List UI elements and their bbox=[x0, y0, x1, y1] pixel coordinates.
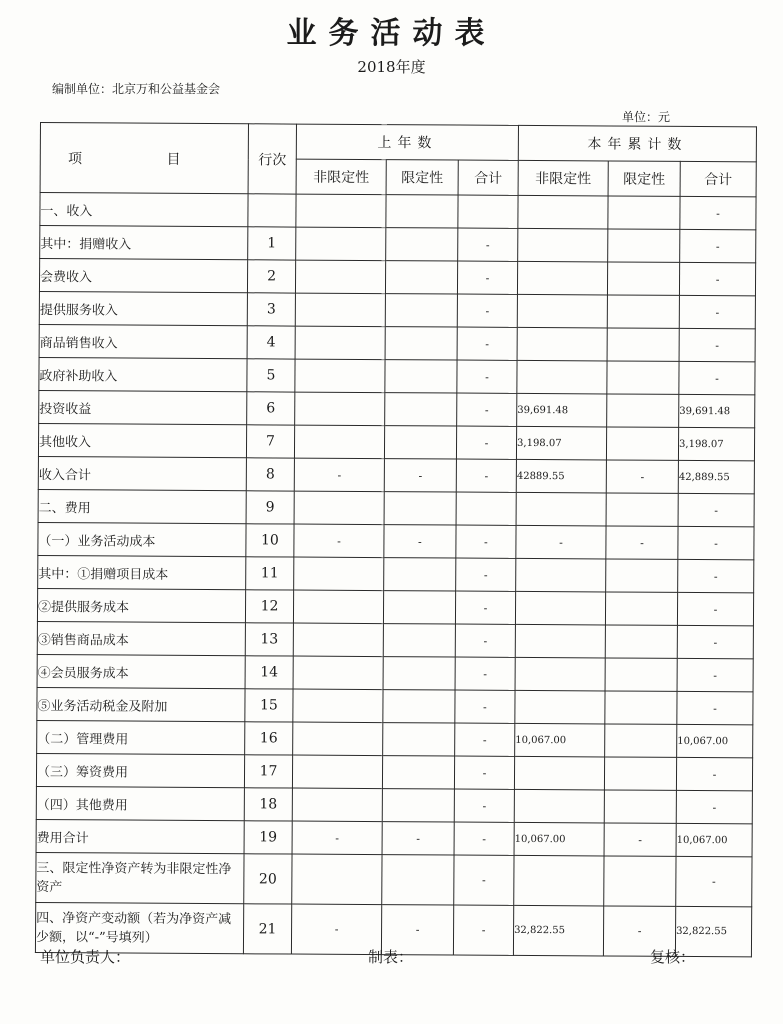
column-header-current-total: 合计 bbox=[680, 161, 756, 196]
row-line-number: 12 bbox=[245, 590, 293, 623]
cell-prior-total: - bbox=[457, 261, 517, 294]
row-item-name: ④会员服务成本 bbox=[37, 654, 245, 688]
table-row bbox=[38, 489, 754, 526]
row-line-number: 21 bbox=[243, 904, 291, 954]
cell-current-total: 39,691.48 bbox=[679, 394, 755, 427]
column-header-prior-year: 上年数 bbox=[296, 124, 518, 160]
row-item-name: 商品销售收入 bbox=[39, 324, 247, 358]
row-line-number: 7 bbox=[246, 425, 294, 458]
cell-prior-restricted: - bbox=[384, 525, 456, 558]
cell-current-total: - bbox=[680, 196, 756, 229]
cell-current-total: - bbox=[677, 625, 753, 658]
cell-prior-unrestricted: - bbox=[294, 458, 384, 492]
cell-current-total: - bbox=[677, 592, 753, 625]
cell-current-unrestricted: 39,691.48 bbox=[517, 393, 607, 427]
row-line-number: 2 bbox=[247, 260, 295, 293]
cell-current-restricted bbox=[607, 328, 679, 361]
cell-current-total: - bbox=[679, 361, 755, 394]
cell-prior-restricted: - bbox=[384, 459, 456, 492]
column-header-prior-total: 合计 bbox=[458, 160, 518, 195]
row-item-name: 二、费用 bbox=[38, 489, 246, 523]
row-item-name: 四、净资产变动额（若为净资产减少额，以“-”号填列） bbox=[35, 902, 243, 953]
cell-prior-unrestricted bbox=[294, 557, 384, 591]
table-row bbox=[37, 687, 753, 724]
row-line-number bbox=[248, 194, 296, 227]
cell-current-total: - bbox=[677, 658, 753, 691]
cell-prior-total: - bbox=[457, 393, 517, 426]
cell-current-restricted bbox=[607, 394, 679, 427]
cell-current-restricted bbox=[608, 229, 680, 262]
cell-prior-unrestricted: - bbox=[291, 904, 381, 955]
cell-prior-unrestricted bbox=[294, 425, 384, 459]
cell-current-restricted: - bbox=[606, 526, 678, 559]
cell-prior-restricted bbox=[383, 723, 455, 756]
cell-prior-restricted bbox=[385, 393, 457, 426]
row-item-name: 一、收入 bbox=[40, 193, 248, 227]
row-line-number: 17 bbox=[244, 755, 292, 788]
cell-prior-restricted bbox=[386, 228, 458, 261]
cell-current-unrestricted bbox=[518, 228, 608, 262]
cell-prior-unrestricted bbox=[293, 623, 383, 657]
row-item-name: 投资收益 bbox=[39, 390, 247, 424]
column-header-line: 行次 bbox=[248, 124, 296, 194]
cell-prior-restricted bbox=[385, 261, 457, 294]
cell-prior-unrestricted bbox=[295, 293, 385, 327]
cell-prior-unrestricted bbox=[292, 854, 382, 905]
cell-current-total: - bbox=[679, 295, 755, 328]
row-line-number: 16 bbox=[245, 722, 293, 755]
cell-current-total: - bbox=[676, 757, 752, 790]
cell-current-total: - bbox=[678, 559, 754, 592]
cell-prior-total: - bbox=[454, 756, 514, 789]
row-item-name: ⑤业务活动税金及附加 bbox=[37, 687, 245, 721]
cell-current-unrestricted bbox=[517, 261, 607, 295]
cell-prior-restricted bbox=[383, 591, 455, 624]
cell-current-total: 3,198.07 bbox=[678, 427, 754, 460]
cell-current-unrestricted bbox=[517, 294, 607, 328]
row-item-name: （三）筹资费用 bbox=[36, 753, 244, 787]
row-item-name: 其中：捐赠收入 bbox=[40, 226, 248, 260]
cell-current-total: - bbox=[676, 856, 752, 906]
cell-current-restricted bbox=[606, 559, 678, 592]
row-line-number: 5 bbox=[247, 359, 295, 392]
row-line-number: 6 bbox=[247, 392, 295, 425]
column-header-current-restricted: 限定性 bbox=[608, 161, 680, 196]
table-row bbox=[38, 555, 754, 592]
cell-prior-total bbox=[456, 492, 516, 525]
cell-current-unrestricted: 42889.55 bbox=[516, 459, 606, 493]
prepared-by-label: 制表： bbox=[368, 948, 414, 966]
cell-prior-unrestricted bbox=[295, 326, 385, 360]
cell-prior-total: - bbox=[454, 822, 514, 855]
cell-prior-total: - bbox=[455, 591, 515, 624]
table-row bbox=[39, 324, 755, 361]
cell-prior-restricted bbox=[385, 294, 457, 327]
table-row bbox=[36, 852, 752, 906]
cell-current-total: - bbox=[679, 262, 755, 295]
cell-current-unrestricted bbox=[516, 558, 606, 592]
cell-prior-total: - bbox=[455, 723, 515, 756]
cell-current-total: - bbox=[680, 229, 756, 262]
cell-current-total: 42,889.55 bbox=[678, 460, 754, 493]
cell-prior-total: - bbox=[456, 558, 516, 591]
table-row bbox=[38, 423, 754, 460]
cell-prior-total: - bbox=[455, 657, 515, 690]
cell-current-total: 10,067.00 bbox=[677, 724, 753, 757]
row-item-name: （一）业务活动成本 bbox=[38, 522, 246, 556]
cell-prior-unrestricted bbox=[293, 590, 383, 624]
cell-prior-total: - bbox=[454, 789, 514, 822]
row-item-name: 其中：①捐赠项目成本 bbox=[38, 555, 246, 589]
cell-prior-unrestricted bbox=[292, 755, 382, 789]
row-line-number: 8 bbox=[246, 458, 294, 491]
cell-prior-total: - bbox=[457, 294, 517, 327]
cell-current-restricted bbox=[606, 493, 678, 526]
row-item-name: （四）其他费用 bbox=[36, 786, 244, 820]
cell-current-restricted bbox=[605, 724, 677, 757]
cell-current-unrestricted bbox=[518, 195, 608, 229]
row-item-name: （二）管理费用 bbox=[37, 720, 245, 754]
cell-prior-restricted bbox=[383, 690, 455, 723]
cell-prior-restricted bbox=[384, 492, 456, 525]
cell-current-restricted bbox=[605, 592, 677, 625]
table-row bbox=[36, 819, 752, 856]
cell-current-total: - bbox=[678, 493, 754, 526]
row-item-name: ③销售商品成本 bbox=[37, 621, 245, 655]
cell-current-restricted bbox=[605, 625, 677, 658]
column-header-current-unrestricted: 非限定性 bbox=[518, 160, 608, 196]
cell-current-total: - bbox=[676, 790, 752, 823]
row-line-number: 1 bbox=[248, 227, 296, 260]
cell-prior-total bbox=[458, 195, 518, 228]
table-row bbox=[37, 621, 753, 658]
reviewed-by-label: 复核： bbox=[650, 948, 696, 966]
unit-label: 单位：元 bbox=[622, 110, 671, 124]
row-line-number: 15 bbox=[245, 689, 293, 722]
cell-prior-restricted: - bbox=[382, 822, 454, 855]
cell-current-unrestricted: 3,198.07 bbox=[516, 426, 606, 460]
cell-current-unrestricted bbox=[516, 492, 606, 526]
table-row bbox=[39, 259, 755, 296]
table-row bbox=[37, 654, 753, 691]
cell-prior-restricted bbox=[382, 789, 454, 822]
cell-current-unrestricted bbox=[515, 624, 605, 658]
table-row bbox=[36, 753, 752, 790]
row-line-number: 4 bbox=[247, 326, 295, 359]
row-line-number: 13 bbox=[245, 623, 293, 656]
cell-current-restricted bbox=[604, 790, 676, 823]
row-line-number: 20 bbox=[244, 854, 292, 904]
cell-current-unrestricted bbox=[517, 327, 607, 361]
row-line-number: 18 bbox=[244, 788, 292, 821]
row-item-name: ②提供服务成本 bbox=[37, 588, 245, 622]
cell-prior-unrestricted: - bbox=[294, 524, 384, 558]
cell-prior-unrestricted bbox=[293, 656, 383, 690]
cell-prior-restricted: - bbox=[381, 905, 453, 955]
cell-prior-restricted bbox=[384, 426, 456, 459]
column-header-item: 项 目 bbox=[40, 123, 248, 194]
cell-current-total: - bbox=[679, 328, 755, 361]
row-line-number: 3 bbox=[247, 293, 295, 326]
cell-prior-restricted bbox=[382, 855, 454, 905]
cell-current-unrestricted bbox=[515, 690, 605, 724]
cell-current-total: - bbox=[678, 526, 754, 559]
cell-prior-total: - bbox=[458, 228, 518, 261]
cell-prior-unrestricted bbox=[296, 194, 386, 228]
row-item-name: 收入合计 bbox=[38, 456, 246, 490]
cell-prior-restricted bbox=[383, 624, 455, 657]
cell-prior-unrestricted bbox=[295, 392, 385, 426]
cell-current-total: 32,822.55 bbox=[675, 906, 751, 956]
cell-current-restricted: - bbox=[603, 906, 675, 956]
cell-current-unrestricted bbox=[514, 789, 604, 823]
cell-current-unrestricted bbox=[517, 360, 607, 394]
cell-current-restricted bbox=[607, 361, 679, 394]
table-row bbox=[37, 588, 753, 625]
cell-prior-restricted bbox=[385, 327, 457, 360]
cell-prior-unrestricted bbox=[292, 788, 382, 822]
row-line-number: 14 bbox=[245, 656, 293, 689]
cell-prior-total: - bbox=[456, 459, 516, 492]
cell-current-unrestricted bbox=[514, 855, 604, 906]
cell-current-unrestricted: 10,067.00 bbox=[515, 723, 605, 757]
cell-current-restricted: - bbox=[606, 460, 678, 493]
cell-current-total: - bbox=[677, 691, 753, 724]
table-row bbox=[39, 390, 755, 427]
cell-prior-total: - bbox=[456, 525, 516, 558]
row-item-name: 提供服务收入 bbox=[39, 291, 247, 325]
cell-prior-unrestricted bbox=[295, 260, 385, 294]
table-row bbox=[36, 786, 752, 823]
row-line-number: 9 bbox=[246, 491, 294, 524]
row-line-number: 10 bbox=[246, 524, 294, 557]
cell-current-restricted bbox=[604, 757, 676, 790]
table-row bbox=[40, 193, 756, 230]
table-row bbox=[39, 291, 755, 328]
report-title: 业务活动表 bbox=[286, 16, 497, 51]
cell-prior-restricted bbox=[386, 195, 458, 228]
cell-prior-unrestricted bbox=[294, 491, 384, 525]
row-line-number: 11 bbox=[246, 557, 294, 590]
cell-current-restricted bbox=[605, 658, 677, 691]
row-item-name: 会费收入 bbox=[39, 259, 247, 293]
organization-label: 编制单位：北京万和公益基金会 bbox=[52, 82, 221, 96]
cell-current-unrestricted: - bbox=[516, 525, 606, 559]
cell-prior-unrestricted bbox=[293, 722, 383, 756]
cell-prior-total: - bbox=[456, 426, 516, 459]
column-header-prior-unrestricted: 非限定性 bbox=[296, 159, 386, 195]
cell-current-unrestricted bbox=[515, 657, 605, 691]
cell-prior-total: - bbox=[454, 855, 514, 905]
cell-prior-unrestricted bbox=[296, 227, 386, 261]
table-row bbox=[39, 357, 755, 394]
cell-current-unrestricted bbox=[515, 591, 605, 625]
table-row bbox=[38, 522, 754, 559]
cell-current-unrestricted: 10,067.00 bbox=[514, 822, 604, 856]
cell-current-restricted bbox=[608, 196, 680, 229]
row-item-name: 政府补助收入 bbox=[39, 357, 247, 391]
cell-prior-restricted bbox=[384, 558, 456, 591]
row-item-name: 其他收入 bbox=[38, 423, 246, 457]
cell-current-unrestricted: 32,822.55 bbox=[513, 905, 603, 956]
cell-current-restricted: - bbox=[604, 823, 676, 856]
cell-current-restricted bbox=[606, 427, 678, 460]
table-row bbox=[40, 226, 756, 263]
cell-prior-total: - bbox=[457, 360, 517, 393]
cell-prior-unrestricted: - bbox=[292, 821, 382, 855]
cell-prior-unrestricted bbox=[293, 689, 383, 723]
table-row bbox=[38, 456, 754, 493]
cell-current-total: 10,067.00 bbox=[676, 823, 752, 856]
cell-prior-restricted bbox=[385, 360, 457, 393]
cell-prior-unrestricted bbox=[295, 359, 385, 393]
cell-current-unrestricted bbox=[514, 756, 604, 790]
unit-head-label: 单位负责人： bbox=[40, 948, 131, 966]
column-header-current-year: 本年累计数 bbox=[518, 125, 756, 161]
cell-current-restricted bbox=[607, 262, 679, 295]
cell-current-restricted bbox=[605, 691, 677, 724]
table-body bbox=[35, 193, 756, 957]
table-row bbox=[37, 720, 753, 757]
cell-prior-restricted bbox=[382, 756, 454, 789]
report-year: 2018年度 bbox=[357, 58, 426, 76]
cell-current-restricted bbox=[607, 295, 679, 328]
cell-prior-total: - bbox=[453, 905, 513, 955]
row-item-name: 费用合计 bbox=[36, 819, 244, 853]
cell-prior-restricted bbox=[383, 657, 455, 690]
column-header-prior-restricted: 限定性 bbox=[386, 160, 458, 195]
row-item-name: 三、限定性净资产转为非限定性净资产 bbox=[36, 852, 244, 903]
cell-prior-total: - bbox=[455, 624, 515, 657]
cell-current-restricted bbox=[604, 856, 676, 906]
activity-statement-table bbox=[35, 122, 757, 957]
cell-prior-total: - bbox=[457, 327, 517, 360]
row-line-number: 19 bbox=[244, 821, 292, 854]
cell-prior-total: - bbox=[455, 690, 515, 723]
